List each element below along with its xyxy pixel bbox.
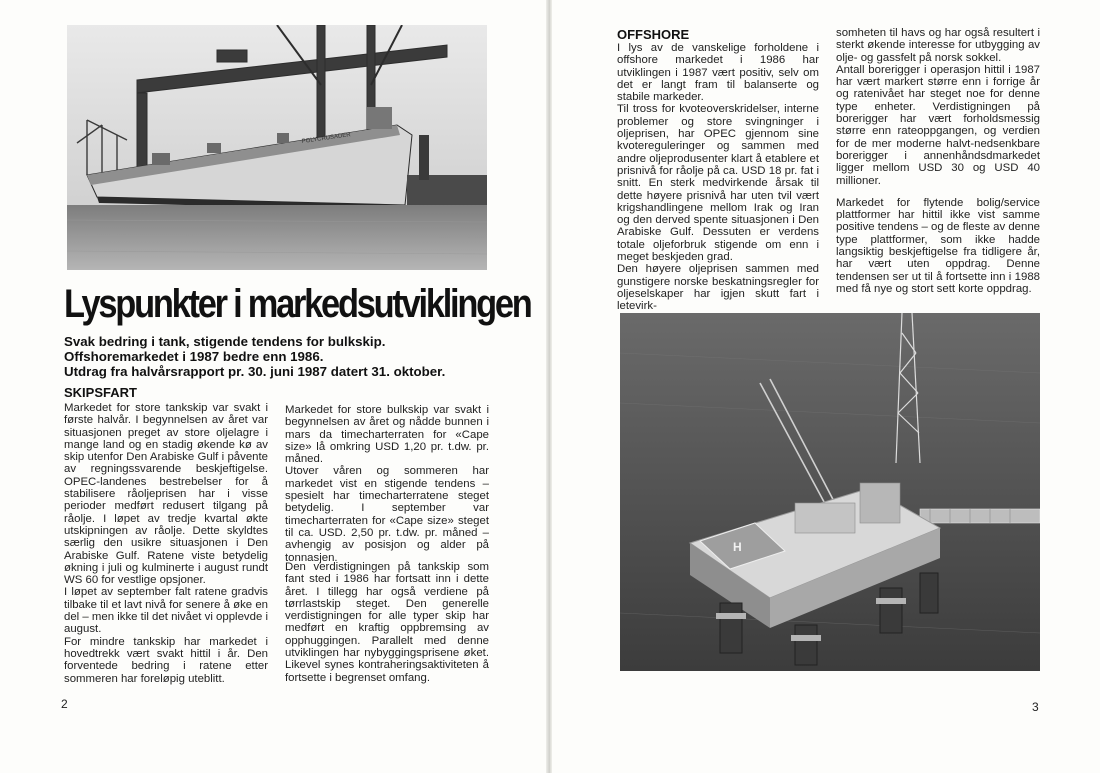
text-column — [617, 42, 819, 313]
lead-paragraph: Utdrag fra halvårsrapport pr. 30. juni 1987 datert 31. oktober. — [64, 364, 446, 379]
body-paragraph: For mindre tankskip har markedet i hovedtrekk vært svakt hittil i år. Den forventede bedring i ratene etter sommeren har foreløpig uteblitt. — [64, 635, 268, 685]
page-number-right: 3 — [1032, 700, 1039, 714]
oil-platform-photo — [620, 313, 1040, 671]
section-heading-offshore: OFFSHORE — [617, 27, 690, 42]
text-column — [64, 402, 268, 685]
ship-photo — [67, 25, 487, 270]
body-paragraph: I løpet av september falt ratene gradvis tilbake til et lavt nivå for senere å øke en del – men ikke til det nivået vi opplevde i august. — [64, 586, 268, 636]
article-lead — [64, 334, 490, 379]
svg-text:H: H — [733, 540, 742, 554]
section-heading-skipsfart: SKIPSFART — [64, 385, 137, 400]
body-paragraph: Utover våren og sommeren har markedet vist en stigende tendens – spesielt har timecharterratene steget betydelig. I september var timecharterraten for «Cape size» steget til ca. USD. 2,50 pr. t.dw. pr. måned – avhengig av posisjon og alder på tonnasjen. — [285, 465, 489, 564]
body-paragraph: somheten til havs og har også resultert i sterkt økende interesse for utbygging av olje- og gassfelt på norsk sokkel. — [836, 27, 1040, 64]
article-headline: Lyspunkter i markedsutviklingen — [64, 282, 531, 326]
body-paragraph: Til tross for kvoteoverskridelser, interne problemer og store svingninger i oljeprisen, har OPEC gjennom sine kvotereguleringer og sammen med andre oljeprodusenter klart å etablere et prisnivå for råolje på ca. USD 18 pr. fat i snitt. En sterk medvirkende årsak til dette høyere prisnivå har uten tvil vært krigshandlingene mellom Irak og Iran og den derved spente situasjonen i Den Arabiske Gulf. Dessuten er verdens totale oljeforbruk stigende om enn i meget beskjeden grad. — [617, 103, 819, 264]
body-paragraph: Den verdistigningen på tankskip som fant sted i 1986 har fortsatt inn i dette året. I tillegg har også verdiene på tørrlastskip steget. Den generelle verdistigningen for alle typer skip har medført en kraftig oppbremsing av opphuggingen. Parallelt med denne utviklingen har nybyggingsprisene øket. Likevel synes kontraheringsaktiviteten å fortsette i begrenset omfang. — [285, 561, 489, 684]
body-paragraph: Markedet for store bulkskip var svakt i begynnelsen av året og nådde bunnen i mars da timecharterraten for «Cape size» lå omkring USD 1,20 pr. t.dw. pr. måned. — [285, 404, 489, 466]
page-left — [0, 0, 548, 773]
body-paragraph: I lys av de vanskelige forholdene i offshore markedet i 1986 har utviklingen i 1987 vært positiv, selv om det er langt fram til balanserte og stabile markeder. — [617, 42, 819, 104]
page-number-left: 2 — [61, 697, 68, 711]
lead-paragraph: Svak bedring i tank, stigende tendens for bulkskip. Offshoremarkedet i 1987 bedre enn 1986. — [64, 334, 386, 364]
body-paragraph: Den høyere oljeprisen sammen med gunstigere norske beskatningsregler for oljeselskaper har igjen skutt fart i letevirk- — [617, 263, 819, 313]
body-paragraph: Markedet for store tankskip var svakt i første halvår. I begynnelsen av året var situasjonen preget av store oljelagre i mange land og en stadig økende kø av skip utenfor Den Arabiske Gulf i påvente av regningssvarende beskjeftigelse. OPEC-landenes bestrebelser for å stabilisere råoljeprisen har i visse perioder medført redusert tilgang på råolje. I løpet av tredje kvartal økte utskipningen av råolje. Dette skyldtes særlig den usikre situasjonen i Den Arabiske Gulf. Ratene viste betydelig økning i juli og kulminerte i august rundt WS 60 for vestlige opsjoner. — [64, 402, 268, 587]
body-paragraph: Markedet for flytende bolig/service plattformer har hittil ikke vist samme positive tendens – og de fleste av denne type plattformer, som ikke hadde langsiktig beskjeftigelse fra tidligere år, har vært uten oppdrag. Denne tendensen ser ut til å fortsette inn i 1988 med få nye og stort sett korte oppdrag. — [836, 196, 1040, 295]
hull-lettering: POLYCRUSADER — [301, 132, 352, 145]
text-column — [836, 27, 1040, 295]
text-column — [285, 561, 489, 684]
text-column — [285, 404, 489, 564]
body-paragraph: Antall borerigger i operasjon hittil i 1987 har vært markert større enn i forrige år og ratenivået har steget noe for denne type enheter. Verdistigningen på borerigger har vært forholdsmessig større enn rateoppgangen, og verdien for de mer moderne halvt-nedsenkbare borerigger i annenhåndsdmarkedet ligger mellom USD 30 og USD 40 millioner. — [836, 63, 1040, 187]
